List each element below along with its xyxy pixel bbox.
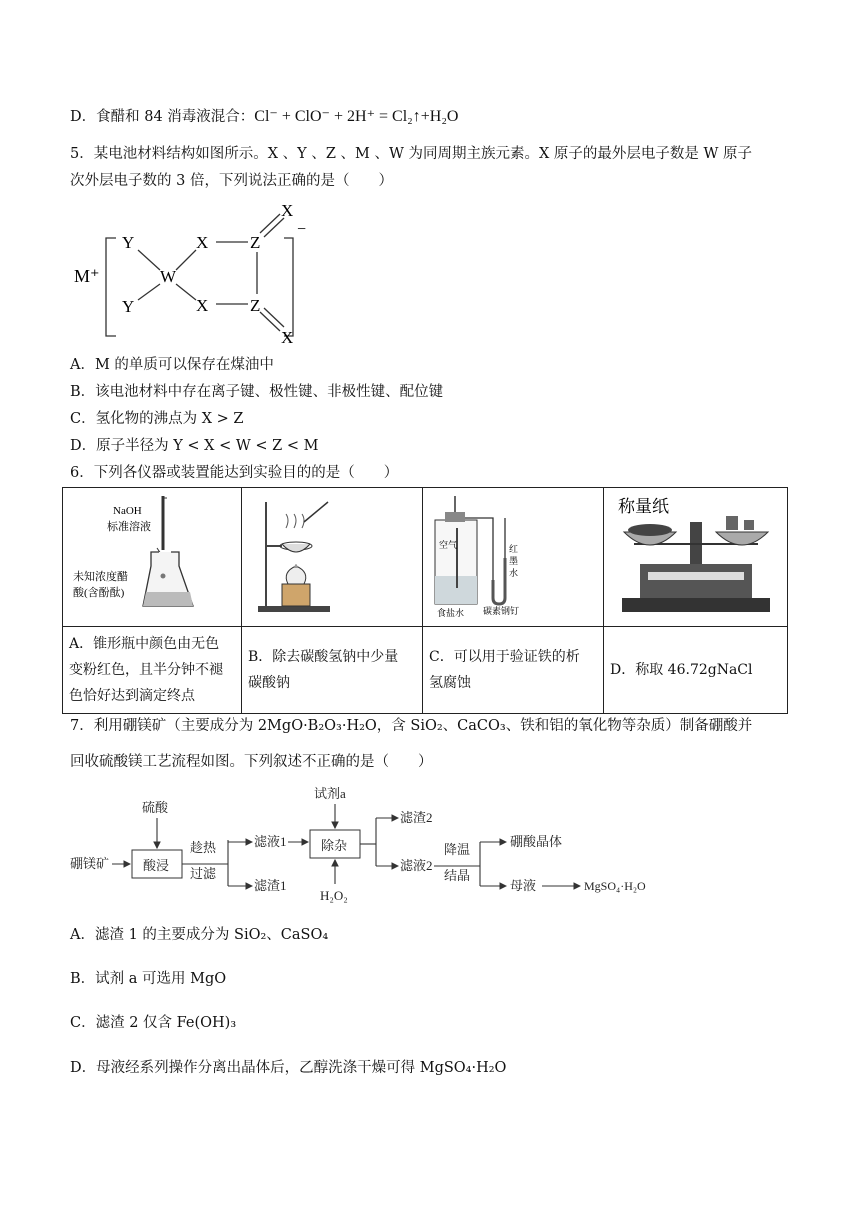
- q7-option-b: B．试剂 a 可选用 MgO: [70, 971, 227, 987]
- svg-text:空气: 空气: [439, 540, 458, 550]
- q7-option-d: D．母液经系列操作分离出晶体后，乙醇洗涤干燥可得 MgSO₄·H₂O: [70, 1060, 507, 1076]
- svg-text:滤渣2: 滤渣2: [400, 810, 433, 825]
- atom-x-right-top: X: [281, 201, 294, 220]
- q6-caption-b: B．除去碳酸氢钠中少量 碳酸钠: [242, 627, 423, 714]
- q6-caption-d: D．称取 46.72gNaCl: [604, 627, 788, 714]
- svg-text:硫酸: 硫酸: [142, 800, 169, 815]
- svg-text:趁热: 趁热: [190, 840, 217, 855]
- svg-text:酸浸: 酸浸: [143, 858, 170, 873]
- svg-text:母液: 母液: [510, 878, 537, 893]
- corrosion-apparatus-figure: [423, 488, 603, 622]
- atom-x-left-top: X: [196, 233, 209, 252]
- svg-text:降温: 降温: [444, 842, 471, 857]
- atom-x-right-bottom: X: [281, 328, 294, 347]
- q5-option-a: A．M 的单质可以保存在煤油中: [70, 357, 274, 373]
- q7-stem-line1: 7．利用硼镁矿（主要成分为 2MgO·B₂O₃·H₂O，含 SiO₂、CaCO₃、铁和铝的氧化物等杂质）制备硼酸并: [70, 718, 753, 734]
- atom-x-left-bottom: X: [196, 296, 209, 315]
- q5-structure-diagram: [70, 200, 330, 348]
- heating-stand-figure: [242, 488, 422, 622]
- svg-text:MgSO₄·H₂O: MgSO₄·H₂O: [584, 879, 646, 893]
- svg-text:墨: 墨: [509, 556, 519, 566]
- q6-caption-a: A．锥形瓶中颜色由无色 变粉红色，且半分钟不褪 色恰好达到滴定终点: [63, 627, 242, 714]
- svg-text:结晶: 结晶: [444, 868, 471, 883]
- q7-flowchart: [70, 782, 670, 908]
- svg-text:过滤: 过滤: [190, 866, 217, 881]
- svg-text:滤渣1: 滤渣1: [254, 878, 287, 893]
- q7-option-a: A．滤渣 1 的主要成分为 SiO₂、CaSO₄: [70, 927, 329, 943]
- svg-text:试剂a: 试剂a: [314, 786, 346, 801]
- svg-text:红: 红: [509, 544, 519, 554]
- cation-label: M⁺: [74, 266, 100, 286]
- q7-option-c: C．滤渣 2 仅含 Fe(OH)₃: [70, 1015, 237, 1031]
- q6-image-a: [63, 488, 242, 627]
- q5-option-c: C．氢化物的沸点为 X > Z: [70, 411, 244, 427]
- q4-option-d-prefix: D．食醋和 84 消毒液混合：: [70, 109, 255, 125]
- svg-text:标准溶液: 标准溶液: [107, 521, 151, 533]
- atom-w: W: [160, 267, 177, 286]
- atom-z-top: Z: [250, 233, 261, 252]
- q5-option-d: D．原子半径为 Y < X < W < Z < M: [70, 438, 319, 454]
- svg-text:NaOH: NaOH: [113, 505, 142, 517]
- svg-text:称量纸: 称量纸: [618, 497, 669, 517]
- svg-text:H₂O₂: H₂O₂: [320, 888, 348, 903]
- q6-stem: 6．下列各仪器或装置能达到实验目的的是（ ）: [70, 465, 399, 481]
- svg-text:未知浓度醋: 未知浓度醋: [73, 571, 128, 583]
- q6-image-b: [242, 488, 423, 627]
- q7-stem-line2: 回收硫酸镁工艺流程如图。下列叙述不正确的是（ ）: [70, 754, 433, 770]
- atom-y-top: Y: [122, 233, 135, 252]
- titration-flask-figure: [63, 488, 241, 622]
- atom-z-bottom: Z: [250, 296, 261, 315]
- svg-text:水: 水: [509, 568, 519, 578]
- q5-option-b: B．该电池材料中存在离子键、极性键、非极性键、配位键: [70, 384, 444, 400]
- atom-y-bottom: Y: [122, 297, 135, 316]
- q6-image-d: [604, 488, 788, 627]
- q5-stem-line1: 5．某电池材料结构如图所示。X 、Y 、Z 、M 、W 为同周期主族元素。X 原子的最外层电子数是 W 原子: [70, 146, 753, 162]
- balance-figure: [604, 488, 787, 622]
- svg-text:滤液1: 滤液1: [254, 834, 287, 849]
- svg-text:除杂: 除杂: [321, 838, 348, 853]
- q6-image-c: [423, 488, 604, 627]
- q6-options-table: [62, 487, 788, 714]
- q4-option-d: [70, 107, 458, 127]
- q4-option-d-equation: Cl⁻ + ClO⁻ + 2H⁺ = Cl₂↑+H₂O: [254, 108, 459, 125]
- svg-text:碳素钢钉: 碳素钢钉: [483, 606, 520, 616]
- svg-text:酸(含酚酞): 酸(含酚酞): [73, 587, 125, 599]
- svg-text:硼镁矿: 硼镁矿: [70, 856, 110, 871]
- anion-charge: −: [297, 221, 307, 238]
- svg-text:食盐水: 食盐水: [437, 608, 465, 618]
- q6-caption-c: C．可以用于验证铁的析 氢腐蚀: [423, 627, 604, 714]
- svg-text:滤液2: 滤液2: [400, 858, 433, 873]
- svg-text:硼酸晶体: 硼酸晶体: [510, 834, 563, 849]
- q5-stem-line2: 次外层电子数的 3 倍，下列说法正确的是（ ）: [70, 173, 393, 189]
